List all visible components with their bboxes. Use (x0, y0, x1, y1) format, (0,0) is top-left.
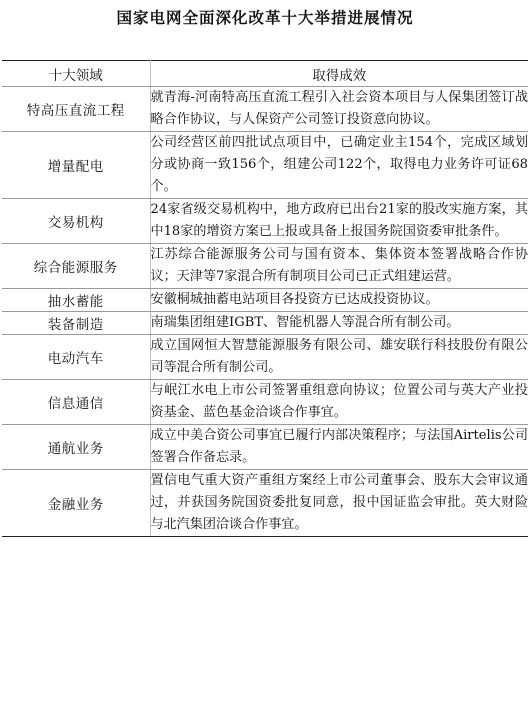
table-row (2, 199, 528, 244)
table-row (2, 470, 528, 537)
result-cell: 南瑞集团组建IGBT、智能机器人等混合所有制公司。 (150, 312, 528, 335)
table-row (2, 335, 528, 380)
field-cell: 金融业务 (2, 470, 150, 537)
result-cell: 成立中美合资公司事宜已履行内部决策程序；与法国Airtelis公司签署合作备忘录。 (150, 425, 528, 470)
field-cell: 特高压直流工程 (2, 87, 150, 132)
result-cell: 24家省级交易机构中，地方政府已出台21家的股改实施方案，其中18家的增资方案已上报或具备上报国务院国资委审批条件。 (150, 199, 528, 244)
document-title: 国家电网全面深化改革十大举措进展情况 (116, 9, 414, 27)
header-field: 十大领域 (2, 61, 150, 87)
field-cell: 信息通信 (2, 380, 150, 425)
field-cell: 交易机构 (2, 199, 150, 244)
table-row (2, 380, 528, 425)
result-cell: 公司经营区前四批试点项目中，已确定业主154个，完成区域划分或协商一致156个，组建公司122个，取得电力业务许可证68个。 (150, 132, 528, 199)
field-cell: 装备制造 (2, 312, 150, 335)
result-cell: 江苏综合能源服务公司与国有资本、集体资本签署战略合作协议；天津等7家混合所有制项目公司已正式组建运营。 (150, 244, 528, 289)
result-cell: 成立国网恒大智慧能源服务有限公司、雄安联行科技股份有限公司等混合所有制公司。 (150, 335, 528, 380)
result-cell: 与岷江水电上市公司签署重组意向协议；位置公司与英大产业投资基金、蓝色基金洽谈合作事宜。 (150, 380, 528, 425)
field-cell: 通航业务 (2, 425, 150, 470)
table-header-row (2, 61, 528, 87)
field-cell: 抽水蓄能 (2, 289, 150, 312)
result-cell: 置信电气重大资产重组方案经上市公司董事会、股东大会审议通过，并获国务院国资委批复同意，报中国证监会审批。英大财险与北汽集团洽谈合作事宜。 (150, 470, 528, 537)
table-row (2, 132, 528, 199)
header-result: 取得成效 (150, 61, 528, 87)
table-row (2, 289, 528, 312)
field-cell: 增量配电 (2, 132, 150, 199)
field-cell: 综合能源服务 (2, 244, 150, 289)
table-row (2, 87, 528, 132)
result-cell: 安徽桐城抽蓄电站项目各投资方已达成投资协议。 (150, 289, 528, 312)
table-row (2, 312, 528, 335)
field-cell: 电动汽车 (2, 335, 150, 380)
table-row (2, 244, 528, 289)
result-cell: 就青海-河南特高压直流工程引入社会资本项目与人保集团签订战略合作协议，与人保资产公司签订投资意向协议。 (150, 87, 528, 132)
reform-progress-table (2, 60, 528, 537)
table-row (2, 425, 528, 470)
